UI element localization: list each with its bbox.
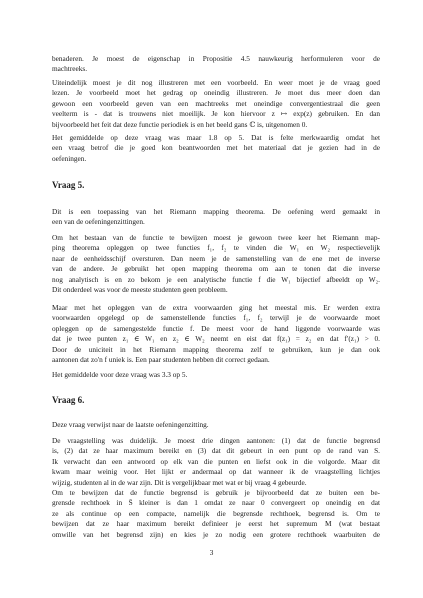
text-line: bewijzen dat ze haar maximum bereikt definieer je eerst het supremum M (wat bestaat [52, 519, 380, 529]
paragraph-average-q4 [52, 133, 380, 164]
page-number: 3 [209, 548, 214, 557]
section-heading-vraag-6: Vraag 6. [52, 395, 85, 405]
text-line: van de andere. Je gebruikt het open mapping theorema om aan te tonen dat die inverse [52, 264, 380, 274]
text-line: Om te bewijzen dat de functie begrensd is gebruik je bijvoorbeeld dat ze buiten een be- [52, 488, 380, 497]
text-line: Uiteindelijk moest je dit nog illustreren met een voorbeeld. En weer moet je de vraag goed [52, 78, 380, 87]
paragraph-vraag5-existence [52, 233, 380, 295]
text-line: voorwaarden opgelegd op de samenstellende functies f₁, f₂ terwijl je de voorwaarde moet [52, 313, 380, 323]
paragraph-intro-end [52, 54, 380, 75]
section-heading-vraag-5: Vraag 5. [52, 180, 85, 190]
paragraph-illustration [52, 78, 380, 130]
paragraph-vraag5-conditions [52, 303, 380, 365]
text-line: Ik verwacht dan een antwoord op elk van die punten en liefst ook in die volgorde. Maar dit [52, 456, 380, 466]
text-line: Door de uniciteit in het Riemann mapping theorema zelf te gebruiken, kun je dan ook [52, 344, 380, 354]
text-line: De vraagstelling was duidelijk. Je moest drie dingen aantonen: (1) dat de functie begrensd [52, 436, 380, 445]
text-line: aantonen dat zo'n f uniek is. Een paar studenten hebben dit correct gedaan. [52, 355, 270, 365]
text-line: naar de eenheidsschijf oversturen. Dan neem je de samenstelling van de ene met de inverse [52, 253, 380, 263]
paragraph-vraag5-intro [52, 207, 380, 228]
text-line: een van de oefeningenzittingen. [52, 217, 145, 227]
text-line: Dit onderdeel was voor de meeste studenten geen probleem. [52, 285, 228, 295]
text-line: benaderen. Je moest de eigenschap in Propositie 4.5 nauwkeurig herformuleren voor de [52, 54, 380, 63]
text-line: ping theorema opleggen op twee functies f₁, f₂ te vinden die W₁ en W₂ respectievelijk [52, 243, 380, 253]
text-line: omwille van het begrensd zijn) en kies je zo nodig een grotere rechthoek waarbuiten de [52, 529, 380, 539]
text-line: Maar met het opleggen van de extra voorwaarden ging het meestal mis. Er werden extra [52, 303, 380, 312]
text-line: lezen. Je voorbeeld moet het gedrag op oneindig illustreren. Je moet dus meer doen dan [52, 88, 380, 98]
text-line: oefeningen. [52, 153, 87, 163]
text-line: Om het bestaan van de functie te bewijzen moest je gewoon twee keer het Riemann map- [52, 233, 380, 242]
paragraph-average-q5 [52, 370, 380, 380]
text-line: machtreeks. [52, 64, 88, 74]
paragraph-vraag6-intro [52, 420, 380, 430]
text-line: is, (2) dat ze haar maximum bereikt en (3) dat dit gebeurt in een punt op de rand van S. [52, 446, 380, 456]
text-line: een vraag betrof die je goed kon beantwoorden met het materiaal dat je gezien had in de [52, 143, 380, 153]
text-line: grensde rechthoek in S̄ kleiner is dan 1 omdat ze naar 0 convergeert op oneindig en dat [52, 498, 380, 508]
text-line: wijzig, studenten al in de war zijn. Dit is vergelijkbaar met wat er bij vraag 4 gebeurde. [52, 477, 307, 487]
text-line: Het gemiddelde voor deze vraag was 3.3 op 5. [52, 370, 188, 379]
text-line: dat je twee punten z₁ ∈ W₁ en z₂ ∈ W₂ neemt en eist dat f(z₁) = z₂ en dat f′(z₁) > 0. [52, 334, 380, 344]
paragraph-vraag6-proof [52, 488, 380, 540]
text-line: opleggen op de samengestelde functie f. De meest voor de hand liggende voorwaarde was [52, 323, 380, 333]
text-line: kwam maar weinig voor. Het lijkt er andermaal op dat wanneer ik de vraagstelling lichtjes [52, 467, 380, 477]
text-line: Deze vraag verwijst naar de laatste oefeningenzitting. [52, 420, 209, 429]
text-line: ze als continue op een compacte, namelijk die begrensde rechthoek, begrensd is. Om te [52, 508, 380, 518]
text-line: gewoon een voorbeeld geven van een machtreeks met oneindige convergentiestraal die geen [52, 98, 380, 108]
text-line: Het gemiddelde op deze vraag was maar 1.8 op 5. Dat is felte merkwaardig omdat het [52, 133, 380, 142]
text-line: bijvoorbeeld het feit dat deze functie periodiek is en het beeld gans ℂ is, uitgenomen 0. [52, 119, 308, 129]
text-line: Dit is een toepassing van het Riemann mapping theorema. De oefening werd gemaakt in [52, 207, 380, 216]
text-line: veelterm is - dat is trouwens niet moeilijk. Je kon hiervoor z ↦ exp(z) gebruiken. En dan [52, 109, 380, 119]
text-line: nog analytisch is en zo bekom je een analytische functie f die W₁ bijectief afbeeldt op W₂. [52, 274, 380, 284]
paragraph-vraag6-question [52, 436, 380, 488]
